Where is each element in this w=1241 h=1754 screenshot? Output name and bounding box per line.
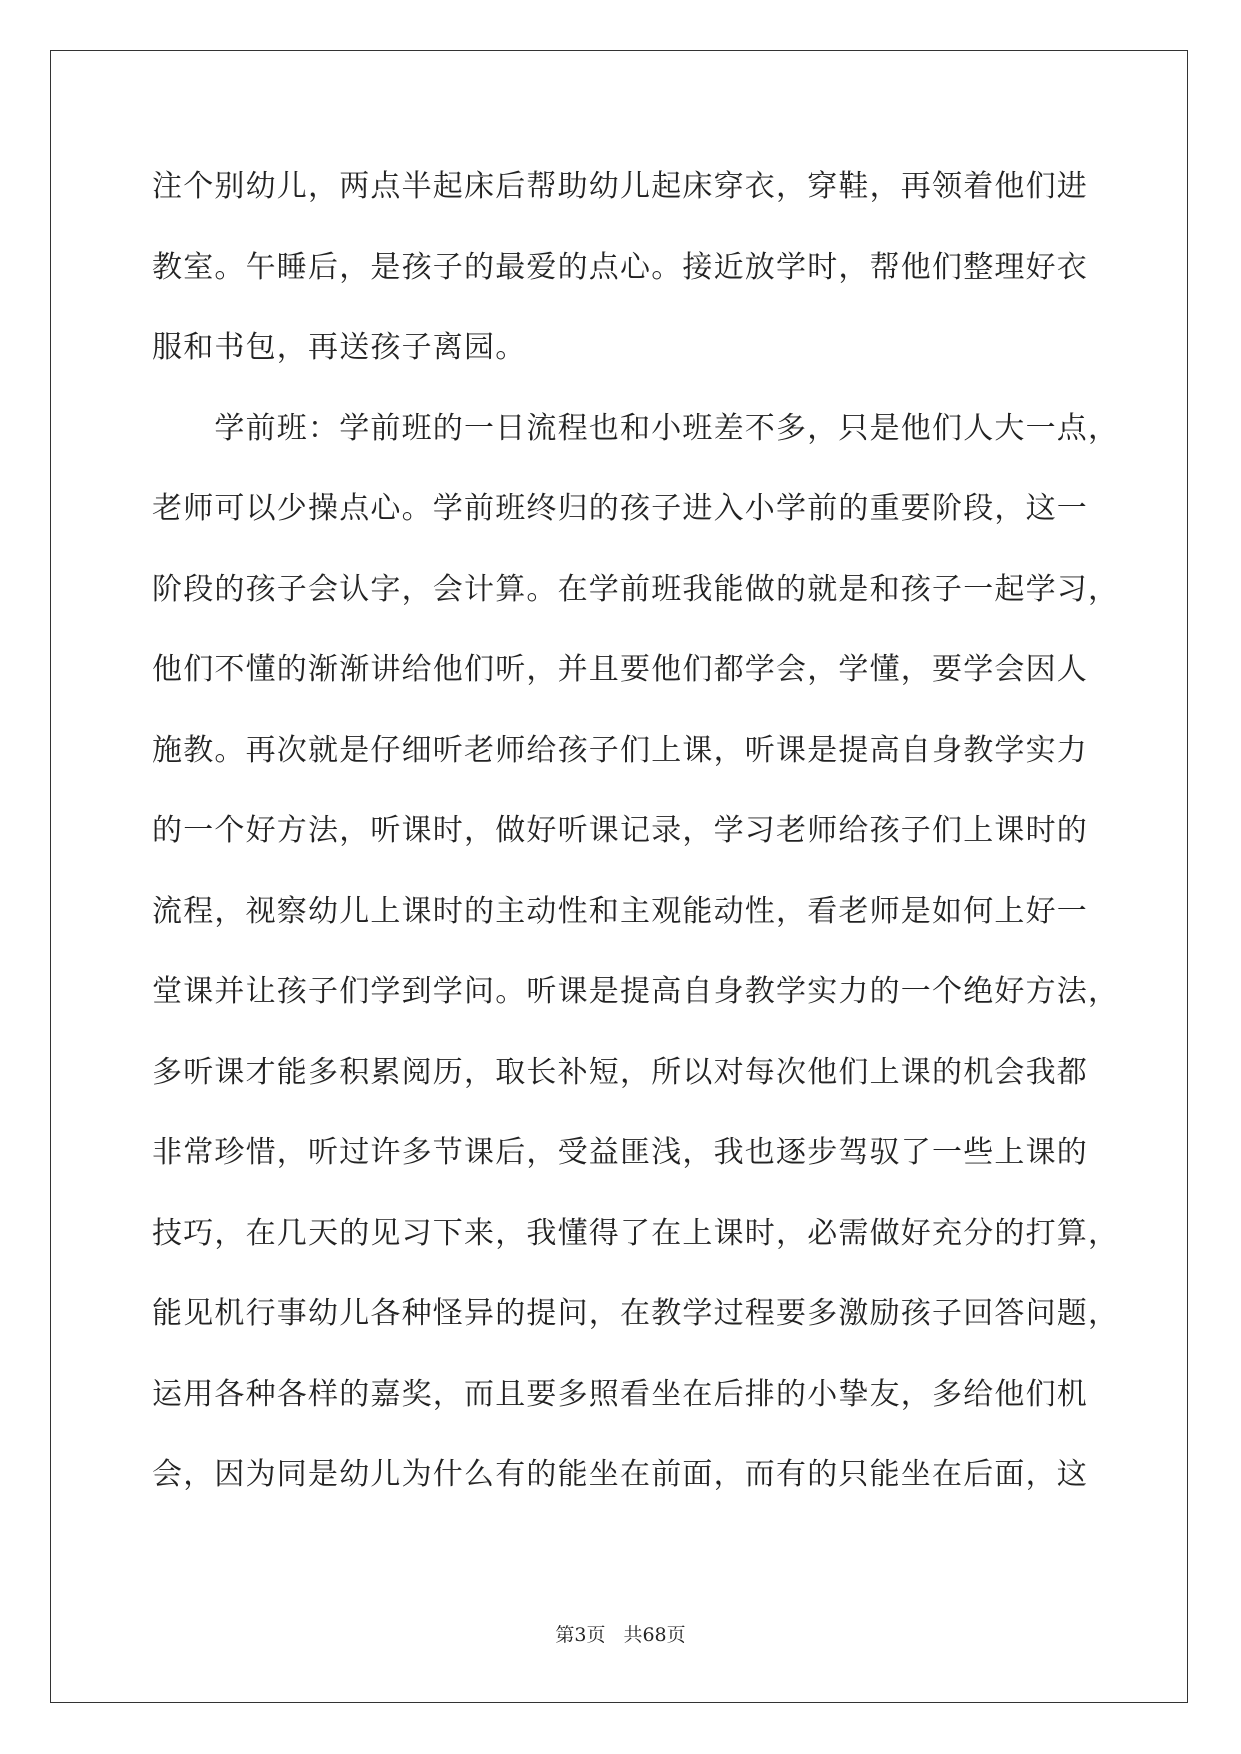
text-line: 施教。再次就是仔细听老师给孩子们上课，听课是提高自身教学实力	[152, 732, 1088, 768]
text-line: 流程，视察幼儿上课时的主动性和主观能动性，看老师是如何上好一	[152, 893, 1088, 929]
text-line: 运用各种各样的嘉奖，而且要多照看坐在后排的小挚友，多给他们机	[152, 1376, 1088, 1412]
text-line: 老师可以少操点心。学前班终归的孩子进入小学前的重要阶段，这一	[152, 491, 1088, 526]
text-line: 非常珍惜，听过许多节课后，受益匪浅，我也逐步驾驭了一些上课的	[152, 1135, 1088, 1170]
total-page-count: 共68页	[623, 1624, 686, 1646]
text-line: 教室。午睡后，是孩子的最爱的点心。接近放学时，帮他们整理好衣	[152, 249, 1088, 285]
text-line: 学前班：学前班的一日流程也和小班差不多，只是他们人大一点，	[152, 410, 1120, 446]
text-line: 阶段的孩子会认字，会计算。在学前班我能做的就是和孩子一起学习，	[152, 571, 1120, 607]
document-body	[152, 162, 1120, 1531]
text-line: 他们不懂的渐渐讲给他们听，并且要他们都学会，学懂，要学会因人	[152, 652, 1088, 687]
text-line: 多听课才能多积累阅历，取长补短，所以对每次他们上课的机会我都	[152, 1054, 1088, 1090]
page-footer	[0, 1620, 1241, 1647]
text-line: 堂课并让孩子们学到学问。听课是提高自身教学实力的一个绝好方法，	[152, 974, 1120, 1009]
text-line: 的一个好方法，听课时，做好听课记录，学习老师给孩子们上课时的	[152, 813, 1088, 848]
text-line: 会，因为同是幼儿为什么有的能坐在前面，而有的只能坐在后面，这	[152, 1457, 1088, 1492]
text-line: 技巧，在几天的见习下来，我懂得了在上课时，必需做好充分的打算，	[152, 1215, 1120, 1251]
current-page-number: 第3页	[555, 1624, 606, 1646]
text-line: 能见机行事幼儿各种怪异的提问，在教学过程要多激励孩子回答问题，	[152, 1296, 1120, 1331]
text-line: 服和书包，再送孩子离园。	[152, 330, 527, 365]
text-line: 注个别幼儿，两点半起床后帮助幼儿起床穿衣，穿鞋，再领着他们进	[152, 169, 1088, 204]
